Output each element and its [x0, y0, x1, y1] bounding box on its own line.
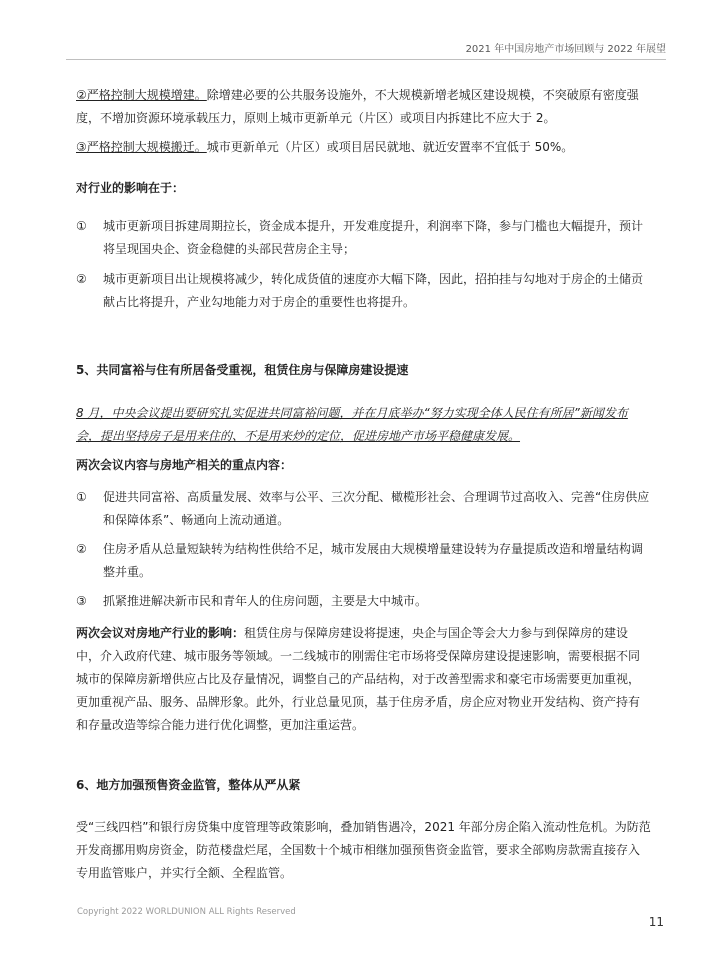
list-item — [76, 215, 651, 261]
list-item — [76, 590, 651, 613]
section-6-title: 6、地方加强预售资金监管，整体从严从紧 — [76, 778, 301, 792]
impact-heading: 对行业的影响在于： — [76, 181, 185, 195]
list-marker: ① — [76, 490, 87, 504]
list-item — [76, 486, 651, 532]
list-item-text: 城市更新项目拆建周期拉长，资金成本提升，开发难度提升，利润率下降，参与门槛也大幅提升，预计将呈现国央企、资金稳健的头部民营房企主导； — [103, 219, 644, 256]
clause-head-expansion: ②严格控制大规模增建。 — [76, 88, 207, 102]
list-item — [76, 538, 651, 584]
list-item — [76, 268, 651, 314]
list-marker: ② — [76, 272, 87, 286]
clause-body-expansion: 除增建必要的公共服务设施外，不大规模新增老城区建设规模，不突破原有密度强度，不增加资源环境承载压力，原则上城市更新单元（片区）或项目内拆建比不应大于 2。 — [76, 88, 639, 125]
section-6-body: 受“三线四档”和银行房贷集中度管理等政策影响，叠加销售遇冷，2021 年部分房企陷入流动性危机。为防范开发商挪用购房资金，防范楼盘烂尾，全国数十个城市相继加强预售资金监管，要求全部购房款需直接存入专用监管账户，并实行全额、全程监管。 — [76, 820, 651, 880]
list-marker: ① — [76, 219, 87, 233]
paragraph-control-relocation — [76, 136, 651, 159]
clause-body-relocation: 城市更新单元（片区）或项目居民就地、就近安置率不宜低于 50%。 — [206, 140, 574, 154]
section-5-impact — [76, 622, 651, 737]
page-header: 2021 年中国房地产市场回顾与 2022 年展望 — [465, 44, 666, 55]
list-item-text: 城市更新项目出让规模将减少，转化成货值的速度亦大幅下降，因此，招拍挂与勾地对于房企的土储贡献占比将提升，产业勾地能力对于房企的重要性也将提升。 — [103, 272, 644, 309]
clause-head-relocation: ③严格控制大规模搬迁。 — [76, 140, 207, 154]
paragraph-control-expansion — [76, 84, 651, 130]
section-5-intro: 8 月，中央会议提出要研究扎实促进共同富裕问题，并在月底举办“努力实现全体人民住有所居”新闻发布会，提出坚持房子是用来住的、不是用来炒的定位，促进房地产市场平稳健康发展。 — [76, 406, 628, 443]
page-number: 11 — [648, 915, 664, 929]
copyright-footer: Copyright 2022 WORLDUNION ALL Rights Reserved — [77, 907, 296, 917]
list-marker: ③ — [76, 594, 87, 608]
list-marker: ② — [76, 542, 87, 556]
list-item-text: 抓紧推进解决新市民和青年人的住房问题，主要是大中城市。 — [103, 594, 428, 608]
header-divider — [66, 59, 666, 60]
key-points-heading: 两次会议内容与房地产相关的重点内容： — [76, 458, 293, 472]
impact-body: 租赁住房与保障房建设将提速，央企与国企等会大力参与到保障房的建设中，介入政府代建、城市服务等领域。一二线城市的刚需住宅市场将受保障房建设提速影响，需要根据不同城市的保障房新增供应占比及存量情况，调整自己的产品结构，对于改善型需求和豪宅市场需要更加重视，更加重视产品、服务、品牌形象。此外，行业总量见顶，基于住房矛盾，房企应对物业开发结构、资产持有和存量改造等综合能力进行优化调整，更加注重运营。 — [76, 626, 641, 732]
impact-lead: 两次会议对房地产行业的影响： — [76, 626, 245, 640]
list-item-text: 住房矛盾从总量短缺转为结构性供给不足，城市发展由大规模增量建设转为存量提质改造和增量结构调整并重。 — [103, 542, 644, 579]
list-item-text: 促进共同富裕、高质量发展、效率与公平、三次分配、橄榄形社会、合理调节过高收入、完善“住房供应和保障体系”、畅通向上流动通道。 — [103, 490, 650, 527]
section-5-title: 5、共同富裕与住有所居备受重视，租赁住房与保障房建设提速 — [76, 363, 409, 377]
